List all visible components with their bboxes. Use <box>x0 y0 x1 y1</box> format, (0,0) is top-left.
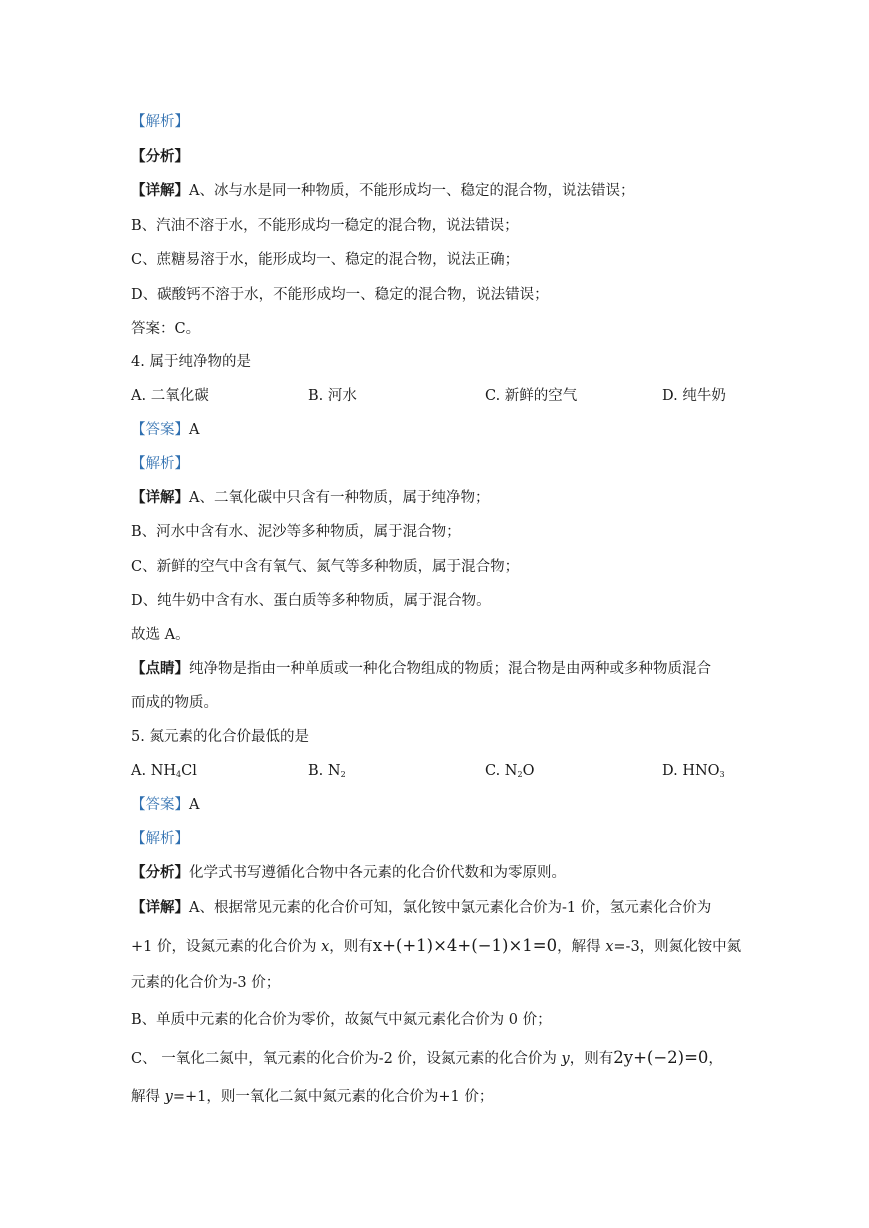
equation-1: x+(+1)×4+(−1)×1=0 <box>372 936 558 955</box>
q4-option-c: C. 新鲜的空气 <box>485 388 578 404</box>
q4-option-b: B. 河水 <box>308 388 357 404</box>
q4-answer-tag: 【答案】 <box>131 422 189 438</box>
q5-answer-tag: 【答案】 <box>131 797 189 813</box>
q5-detail-a-2: +1 价，设氮元素的化合价为 x，则有x+(+1)×4+(−1)×1=0，解得 x=-3，则氮化铵中氮 <box>131 936 742 955</box>
q3-detail-d: D、碳酸钙不溶于水，不能形成均一、稳定的混合物，说法错误； <box>131 287 549 303</box>
q5-fenxi <box>131 863 566 883</box>
q5-detail-b: B、单质中元素的化合价为零价，故氮气中氮元素化合价为 0 价； <box>131 1012 552 1028</box>
q5-detail-c-1: C、 一氧化二氮中，氧元素的化合价为-2 价，设氮元素的化合价为 y，则有2y+(−2)=0， <box>131 1048 723 1067</box>
q5-detail-tag: 【详解】 <box>131 899 189 916</box>
q3-detail-a-text: A、冰与水是同一种物质，不能形成均一、稳定的混合物，说法错误； <box>189 183 635 199</box>
q5-option-a: A. $NH_4Cl$ <box>131 763 197 779</box>
q4-dianjing <box>131 659 711 679</box>
q5-option-c: C. $N_2O$ <box>485 763 535 779</box>
q4-option-d: D. 纯牛奶 <box>662 388 726 404</box>
q5-answer <box>131 795 199 815</box>
q3-detail-tag: 【详解】 <box>131 182 189 199</box>
q4-dianjing-text-1: 纯净物是指由一种单质或一种化合物组成的物质；混合物是由两种或多种物质混合 <box>189 661 711 677</box>
q3-answer: 答案：C。 <box>131 321 201 337</box>
q5-option-d: D. $HNO_3$ <box>662 763 725 779</box>
q4-detail-a <box>131 488 489 508</box>
q3-detail-a <box>131 181 634 201</box>
q5-fenxi-text: 化学式书写遵循化合物中各元素的化合价代数和为零原则。 <box>189 865 566 881</box>
q5-stem: 5. 氮元素的化合价最低的是 <box>131 729 309 745</box>
q3-detail-c: C、蔗糖易溶于水，能形成均一、稳定的混合物，说法正确； <box>131 252 520 268</box>
q3-fenxi-tag: 【分析】 <box>131 148 189 165</box>
var-x: x <box>321 939 330 955</box>
q5-detail-c-2: 解得 y=+1，则一氧化二氮中氮元素的化合价为+1 价； <box>131 1089 494 1105</box>
q4-jiexi-tag: 【解析】 <box>131 456 189 472</box>
q4-detail-tag: 【详解】 <box>131 489 189 506</box>
var-y: y <box>561 1051 570 1067</box>
q3-jiexi-tag: 【解析】 <box>131 114 189 130</box>
q5-fenxi-tag: 【分析】 <box>131 864 189 881</box>
q4-detail-c: C、新鲜的空气中含有氧气、氮气等多种物质，属于混合物； <box>131 559 520 575</box>
q4-dianjing-text-2: 而成的物质。 <box>131 695 218 711</box>
var-y-2: y <box>164 1089 173 1105</box>
q5-jiexi-tag: 【解析】 <box>131 831 189 847</box>
var-x-2: x <box>605 939 614 955</box>
q4-option-a: A. 二氧化碳 <box>131 388 209 404</box>
q5-answer-value: A <box>189 797 200 813</box>
q4-answer-value: A <box>189 422 200 438</box>
q5-detail-a-1 <box>131 898 711 918</box>
q5-detail-a-3: 元素的化合价为-3 价； <box>131 975 281 991</box>
q4-dianjing-tag: 【点睛】 <box>131 660 189 677</box>
q4-detail-a-text: A、二氧化碳中只含有一种物质，属于纯净物； <box>189 490 490 506</box>
q3-detail-b: B、汽油不溶于水，不能形成均一稳定的混合物，说法错误； <box>131 218 519 234</box>
q4-answer <box>131 420 199 440</box>
equation-2: 2y+(−2)=0 <box>613 1048 709 1067</box>
q5-detail-a-1-text: A、根据常见元素的化合价可知，氯化铵中氯元素化合价为-1 价，氢元素化合价为 <box>189 900 712 916</box>
q4-detail-d: D、纯牛奶中含有水、蛋白质等多种物质，属于混合物。 <box>131 593 491 609</box>
q5-option-b: B. $N_2$ <box>308 763 346 779</box>
q4-stem: 4. 属于纯净物的是 <box>131 354 251 370</box>
q4-detail-b: B、河水中含有水、泥沙等多种物质，属于混合物； <box>131 524 461 540</box>
q4-conclusion: 故选 A。 <box>131 627 190 643</box>
